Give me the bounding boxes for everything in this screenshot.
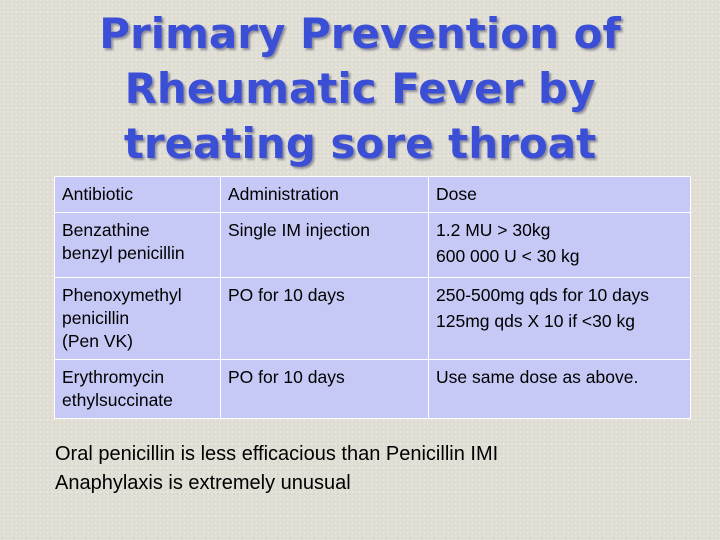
- dose-cell: [429, 278, 691, 360]
- dose-line: 250-500mg qds for 10 days: [436, 285, 650, 305]
- administration-cell: Single IM injection: [221, 213, 429, 278]
- dose-cell: [429, 360, 691, 419]
- dose-line: Use same dose as above.: [436, 367, 639, 387]
- antibiotic-name-line: benzyl penicillin: [62, 243, 185, 263]
- title-line-1: Primary Prevention of: [99, 9, 621, 58]
- antibiotic-cell: [55, 213, 221, 278]
- antibiotic-cell: [55, 278, 221, 360]
- administration-cell: PO for 10 days: [221, 278, 429, 360]
- table-row: [55, 360, 691, 419]
- header-administration: Administration: [221, 177, 429, 213]
- antibiotic-name-line: (Pen VK): [62, 331, 133, 351]
- administration-cell: PO for 10 days: [221, 360, 429, 419]
- slide-title: [0, 6, 720, 171]
- antibiotic-name-line: Phenoxymethyl: [62, 285, 182, 305]
- note-line: Anaphylaxis is extremely unusual: [55, 472, 351, 494]
- title-line-2: Rheumatic Fever by: [124, 64, 596, 113]
- header-dose: Dose: [429, 177, 691, 213]
- table-row: [55, 278, 691, 360]
- table-header-row: [55, 177, 691, 213]
- dose-line: 1.2 MU > 30kg: [436, 220, 551, 240]
- dose-line: 125mg qds X 10 if <30 kg: [436, 311, 635, 331]
- antibiotic-name-line: Erythromycin: [62, 367, 165, 387]
- antibiotic-name-line: Benzathine: [62, 220, 150, 240]
- slide-notes: [55, 440, 498, 498]
- antibiotic-name-line: penicillin: [62, 308, 130, 328]
- dose-cell: [429, 213, 691, 278]
- antibiotic-cell: [55, 360, 221, 419]
- table-row: [55, 213, 691, 278]
- header-antibiotic: Antibiotic: [55, 177, 221, 213]
- title-line-3: treating sore throat: [123, 119, 597, 168]
- antibiotic-name-line: ethylsuccinate: [62, 390, 173, 410]
- note-line: Oral penicillin is less efficacious than Penicillin IMI: [55, 443, 499, 465]
- dose-line: 600 000 U < 30 kg: [436, 246, 580, 266]
- antibiotic-table: [54, 176, 691, 419]
